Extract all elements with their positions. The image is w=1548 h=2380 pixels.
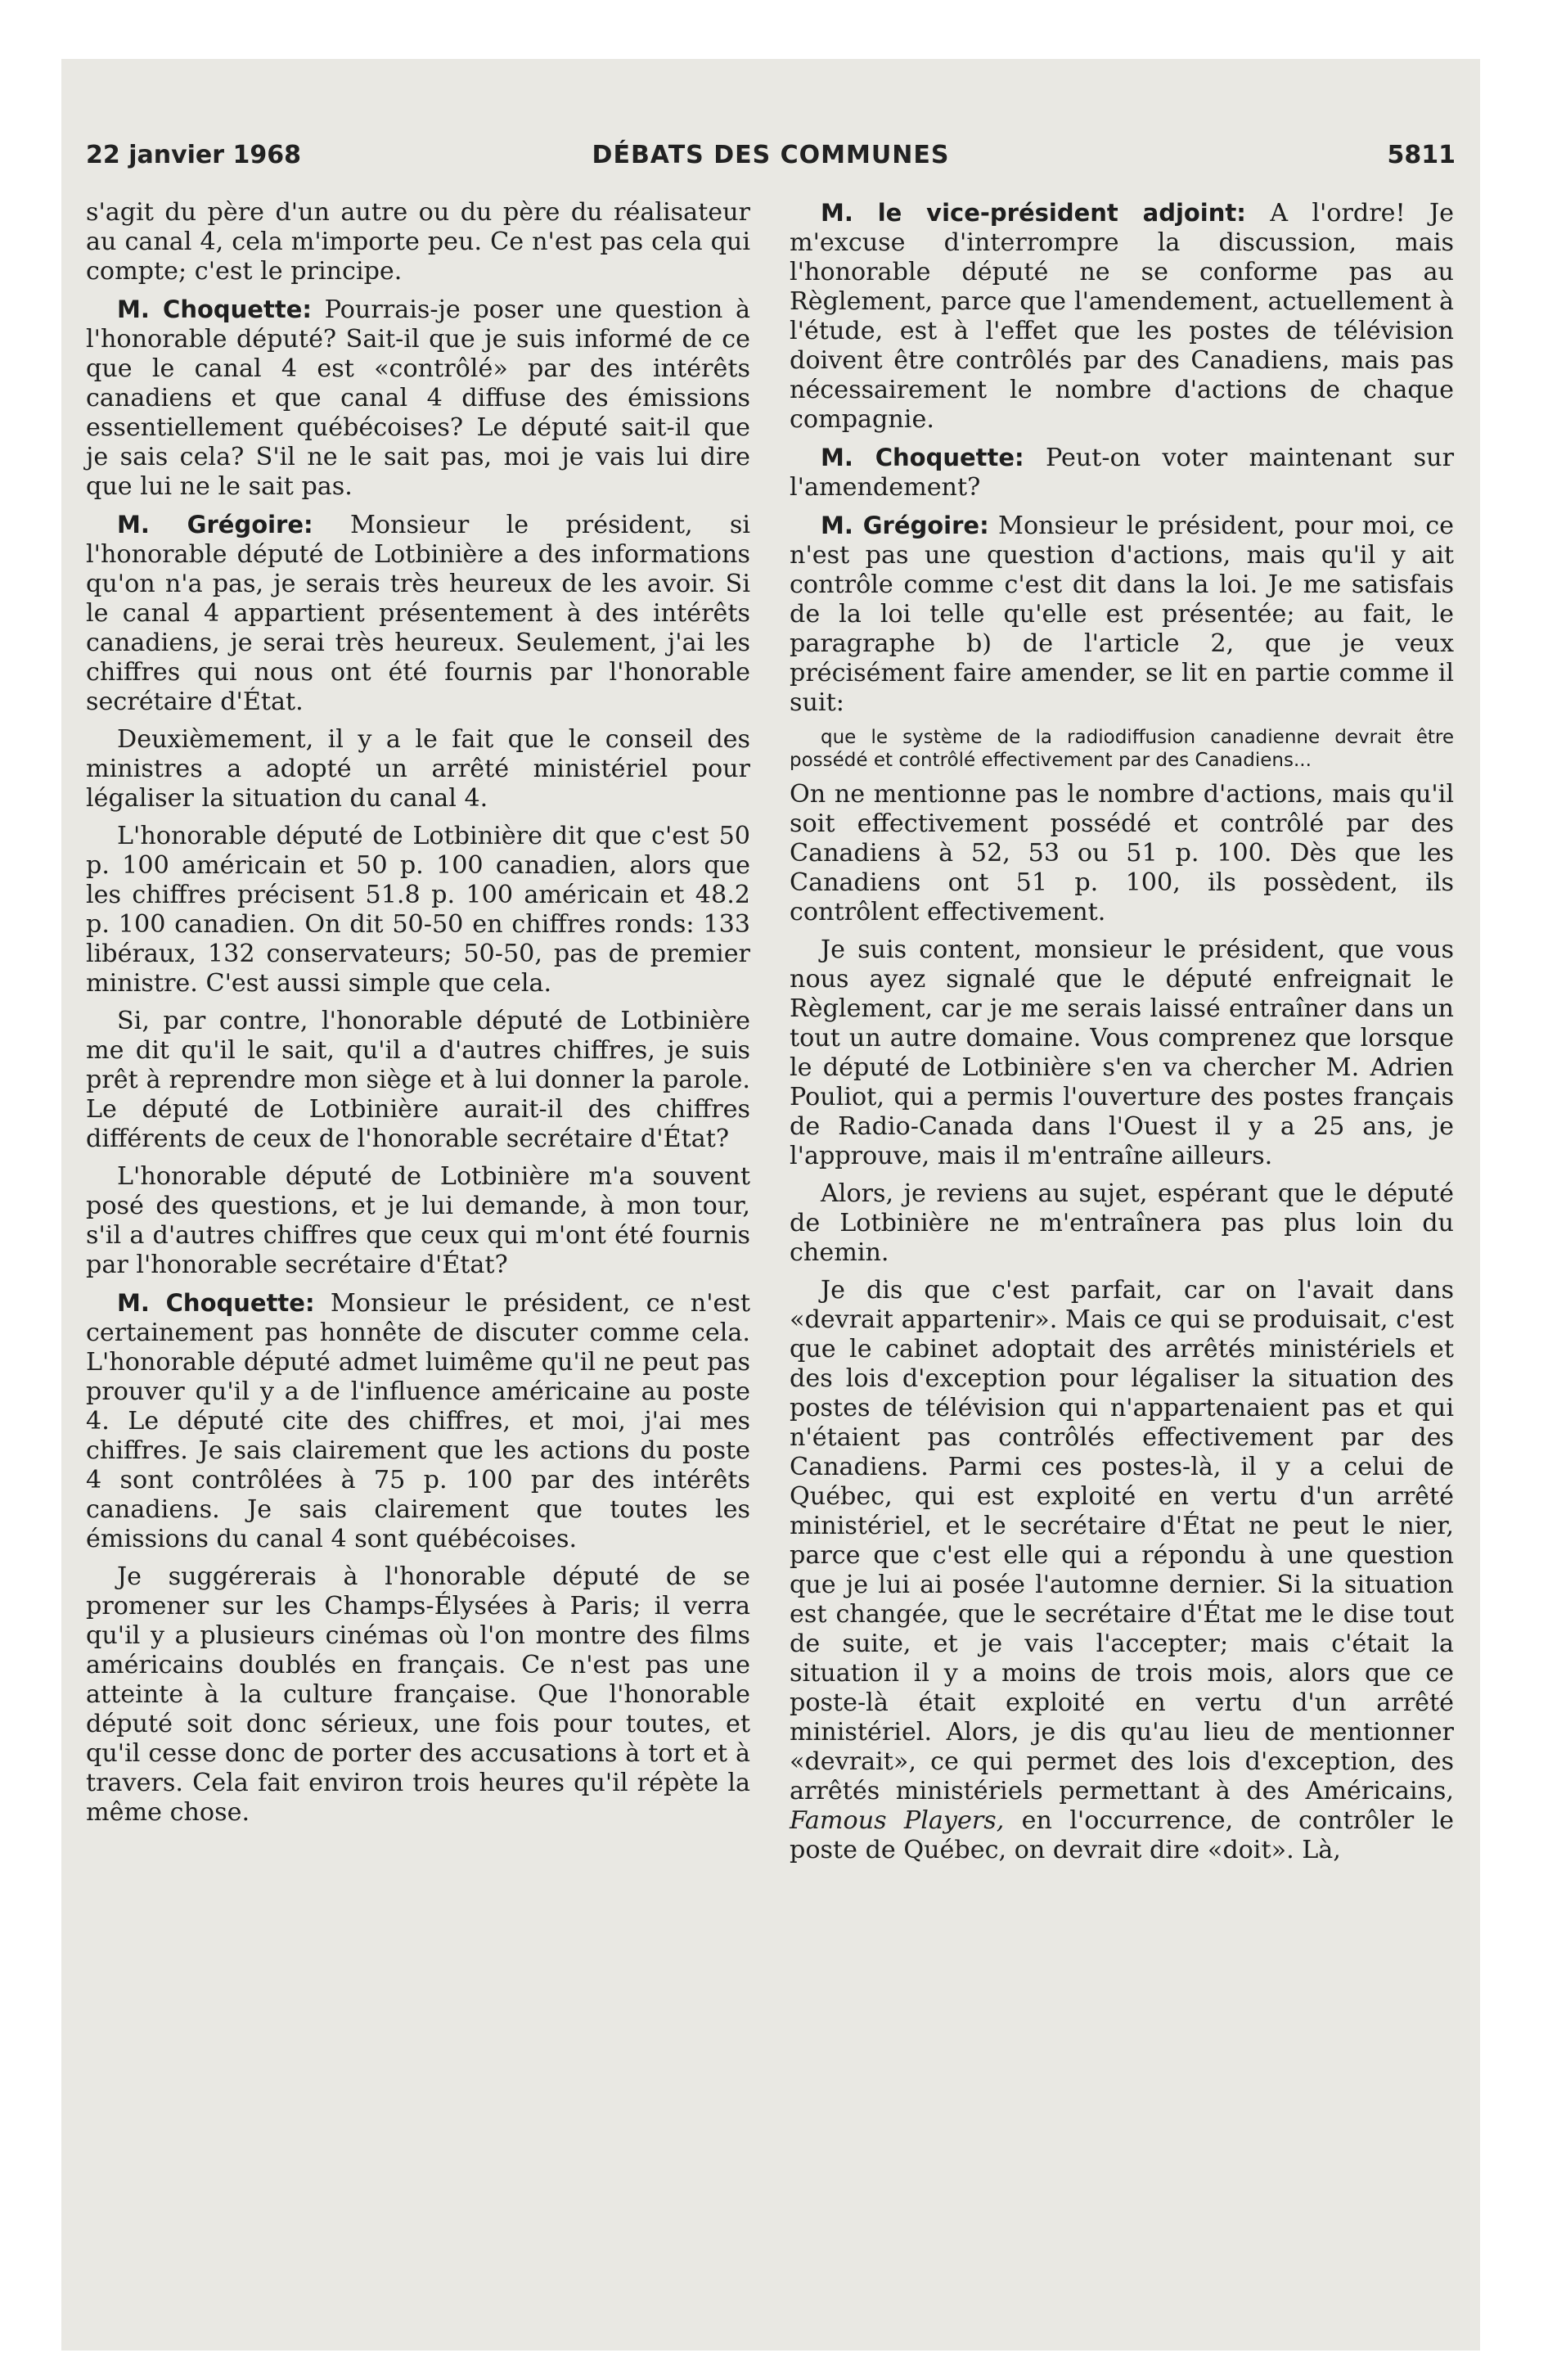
paragraph: On ne mentionne pas le nombre d'actions, mais qu'il soit effectivement possédé et contrôlé par des Canadiens à 52, 53 ou 51 p. 100. Dès que les Canadiens ont 51 p. 100, ils possèdent, ils contrôlent effectivement. [790,780,1454,926]
speaker-name: M. Choquette: [821,444,1024,471]
italic-text: Famous Players, [790,1806,1005,1835]
page-number: 5811 [1387,141,1456,169]
paragraph: M. Choquette: Monsieur le président, ce n'est certainement pas honnête de discuter comme cela. L'honorable député admet luimême qu'il ne peut pas prouver qu'il y a de l'influence américaine au poste 4. Le député cite des chiffres, et moi, j'ai mes chiffres. Je sais clairement que les actions du poste 4 sont contrôlées à 75 p. 100 par des intérêts canadiens. Je sais clairement que toutes les émissions du canal 4 sont québécoises. [86,1289,751,1553]
paragraph: Je suis content, monsieur le président, que vous nous ayez signalé que le député enfreignait le Règlement, car je me serais laissé entraîner dans un tout un autre domaine. Vous comprenez que lorsque le député de Lotbinière s'en va chercher M. Adrien Pouliot, qui a permis l'ouverture des postes français de Radio-Canada dans l'Ouest il y a 25 ans, je l'approuve, mais il m'entraîne ailleurs. [790,935,1454,1170]
header-date: 22 janvier 1968 [86,141,301,169]
paragraph: s'agit du père d'un autre ou du père du réalisateur au canal 4, cela m'importe peu. Ce n'est pas cela qui compte; c'est le principe. [86,198,750,286]
running-header [86,141,1456,182]
paragraph: Si, par contre, l'honorable député de Lotbinière me dit qu'il le sait, qu'il a d'autres chiffres, je suis prêt à reprendre mon siège et à lui donner la parole. Le député de Lotbinière aurait-il des chiffres différents de ceux de l'honorable secrétaire d'État? [86,1007,750,1153]
paragraph: M. Grégoire: Monsieur le président, si l'honorable député de Lotbinière a des informations qu'on n'a pas, je serais très heureux de les avoir. Si le canal 4 appartient présentement à des intérêts canadiens, je serai très heureux. Seulement, j'ai les chiffres qui nous ont été fournis par l'honorable secrétaire d'État. [86,511,750,716]
paragraph: M. Choquette: Pourrais-je poser une question à l'honorable député? Sait-il que je suis informé de ce que le canal 4 est «contrôlé» par des intérêts canadiens et que canal 4 diffuse des émissions essentiellement québécoises? Le député sait-il que je sais cela? S'il ne le sait pas, moi je vais lui dire que lui ne le sait pas. [86,295,750,501]
paragraph: Deuxièmement, il y a le fait que le conseil des ministres a adopté un arrêté ministériel pour légaliser la situation du canal 4. [86,725,750,813]
paragraph: Je suggérerais à l'honorable député de se promener sur les Champs-Élysées à Paris; il verra qu'il y a plusieurs cinémas où l'on montre des films américains doublés en français. Ce n'est pas une atteinte à la culture française. Que l'honorable député soit donc sérieux, une fois pour toutes, et qu'il cesse donc de porter des accusations à tort et à travers. Cela fait environ trois heures qu'il répète la même chose. [86,1562,750,1827]
paragraph: L'honorable député de Lotbinière dit que c'est 50 p. 100 américain et 50 p. 100 canadien, alors que les chiffres précisent 51.8 p. 100 américain et 48.2 p. 100 canadien. On dit 50-50 en chiffres ronds: 133 libéraux, 132 conservateurs; 50-50, pas de premier ministre. C'est aussi simple que cela. [86,822,750,998]
speaker-name: M. Choquette: [117,295,312,323]
paragraph: Alors, je reviens au sujet, espérant que le député de Lotbinière ne m'entraînera pas plus loin du chemin. [790,1179,1454,1267]
speaker-name: M. Grégoire: [821,512,989,539]
paragraph: M. Choquette: Peut-on voter maintenant sur l'amendement? [790,444,1454,502]
paragraph: M. Grégoire: Monsieur le président, pour moi, ce n'est pas une question d'actions, mais qu'il y ait contrôle comme c'est dit dans la loi. Je me satisfais de la loi telle qu'elle est présentée; au fait, le paragraphe b) de l'article 2, que je veux précisément faire amender, se lit en partie comme il suit: [790,512,1454,717]
speaker-name: M. Choquette: [117,1289,315,1317]
header-title: DÉBATS DES COMMUNES [592,141,950,169]
right-column [790,198,1454,1873]
paragraph: L'honorable député de Lotbinière m'a souvent posé des questions, et je lui demande, à mon tour, s'il a d'autres chiffres que ceux qui m'ont été fournis par l'honorable secrétaire d'État? [86,1162,750,1279]
paragraph: M. le vice-président adjoint: A l'ordre! Je m'excuse d'interrompre la discussion, mais l'honorable député ne se conforme pas au Règlement, parce que l'amendement, actuellement à l'étude, est à l'effet que les postes de télévision doivent être contrôlés par des Canadiens, mais pas nécessairement le nombre d'actions de chaque compagnie. [790,199,1454,434]
document-page [61,59,1480,2351]
speaker-name: M. le vice-président adjoint: [821,199,1246,227]
speaker-name: M. Grégoire: [117,511,313,539]
block-quote: que le système de la radiodiffusion canadienne devrait être possédé et contrôlé effectivement par des Canadiens... [790,727,1454,771]
paragraph: Je dis que c'est parfait, car on l'avait dans «devrait appartenir». Mais ce qui se produisait, c'est que le cabinet adoptait des arrêtés ministériels et des lois d'exception pour légaliser la situation des postes de télévision qui n'appartenaient pas et qui n'étaient pas contrôlés effectivement par des Canadiens. Parmi ces postes-là, il y a celui de Québec, qui est exploité en vertu d'un arrêté ministériel, et le secrétaire d'État ne peut le nier, parce que c'est elle qui a répondu à une question que je lui ai posée l'automne dernier. Si la situation est changée, que le secrétaire d'État me le dise tout de suite, et je vais l'accepter; mais c'était la situation il y a moins de trois mois, alors que ce poste-là était exploité en vertu d'un arrêté ministériel. Alors, je dis qu'au lieu de mentionner «devrait», ce qui permet des lois d'exception, des arrêtés ministériels permettant à des Américains, Famous Players, en l'occurrence, de contrôler le poste de Québec, on devrait dire «doit». Là, [790,1276,1455,1864]
left-column [86,198,750,1836]
